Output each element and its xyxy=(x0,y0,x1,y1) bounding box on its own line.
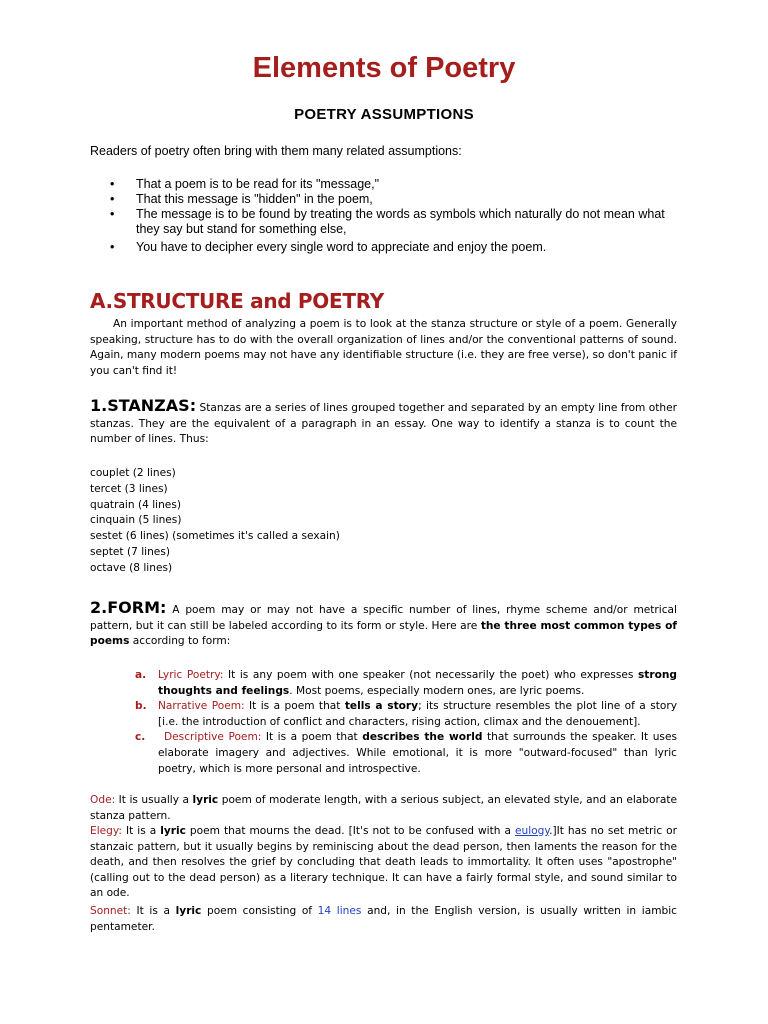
elegy-text: poem that mourns the dead. [It's not to be confused with a xyxy=(185,825,515,837)
intro-text: Readers of poetry often bring with them many related assumptions: xyxy=(90,144,462,158)
form-heading: 2.FORM: xyxy=(90,598,167,617)
form-types-list xyxy=(135,668,677,777)
sonnet-label: Sonnet: xyxy=(90,905,131,917)
form-type-bold: describes the world xyxy=(362,731,483,744)
eulogy-link[interactable]: eulogy xyxy=(514,825,550,837)
ode-text: It is usually a xyxy=(115,794,193,806)
form-type-text: It is any poem with one speaker (not necessarily the poet) who expresses xyxy=(223,669,638,681)
ode-paragraph xyxy=(90,793,677,824)
list-item xyxy=(135,668,677,699)
list-item xyxy=(135,699,677,730)
form-type-text: It is a poem that xyxy=(244,700,345,713)
assumptions-list xyxy=(110,177,690,255)
structure-heading: A.STRUCTURE and POETRY xyxy=(90,289,384,313)
form-type-bold: strong thoughts and feelings xyxy=(158,669,677,697)
sonnet-text: poem consisting of xyxy=(201,905,318,917)
form-type-text: ; its structure resembles the plot line of a story [i.e. the introduction of conflict and characters, rising action, climax and the denouement]. xyxy=(158,700,677,728)
form-text: A poem may or may not have a specific number of lines, rhyme scheme and/or metrical pattern, but it can still be labeled according to its form or style. Here are xyxy=(90,604,677,632)
list-item: quatrain (4 lines) xyxy=(90,498,181,511)
form-type-bold: tells a story xyxy=(344,700,419,713)
list-item: • That this message is "hidden" in the poem, xyxy=(110,192,690,207)
list-item: • The message is to be found by treating the words as symbols which naturally do not mean what they say but stand for something else, xyxy=(110,207,690,237)
elegy-paragraph xyxy=(90,824,677,902)
elegy-text: It is a xyxy=(121,825,161,837)
sonnet-text: and, in the English version, is usually written in iambic pentameter. xyxy=(90,905,678,933)
list-item: • That a poem is to be read for its "message," xyxy=(110,177,690,192)
stanzas-paragraph xyxy=(90,398,677,448)
list-item: sestet (6 lines) (sometimes it's called a sexain) xyxy=(90,530,340,543)
form-text: according to form: xyxy=(129,635,231,648)
form-type-name: Descriptive Poem: xyxy=(164,731,262,744)
form-type-name: Lyric Poetry: xyxy=(158,669,224,681)
sonnet-bold: lyric xyxy=(175,905,202,917)
list-item: • You have to decipher every single word to appreciate and enjoy the poem. xyxy=(110,240,690,255)
ode-text: poem of moderate length, with a serious subject, an elevated style, and an elaborate stanza pattern. xyxy=(90,794,677,822)
list-item: cinquain (5 lines) xyxy=(90,514,182,527)
page-subtitle: POETRY ASSUMPTIONS xyxy=(294,106,474,123)
elegy-text: .]It has no set metric or stanzaic pattern, but it usually begins by reminiscing about the dead person, then laments the reason for the death, and then resolves the grief by concluding that death leads to immortality. It often uses "apostrophe" (calling out to the dead person) as a literary technique. It can have a fairly formal style, and sound similar to an ode. xyxy=(90,825,677,900)
elegy-bold: lyric xyxy=(160,825,186,837)
structure-paragraph: An important method of analyzing a poem is to look at the stanza structure or style of a poem. Generally speaking, structure has to do with the overall organization of lines and/or the conventional patterns of sound. Again, many modern poems may not have any identifiable structure (i.e. they are free verse), so don't panic if you can't find it! xyxy=(90,318,677,377)
list-marker: c. xyxy=(135,731,146,744)
ode-bold: lyric xyxy=(192,794,219,806)
form-type-text: that surrounds the speaker. It uses elaborate imagery and adjectives. While emotional, it is more "outward-focused" than lyric poetry, which is more personal and introspective. xyxy=(158,731,677,775)
list-item: couplet (2 lines) xyxy=(90,467,176,479)
list-item: octave (8 lines) xyxy=(90,561,173,574)
elegy-label: Elegy: xyxy=(90,825,122,837)
form-text-bold: the three most common types of poems xyxy=(90,619,677,648)
ode-label: Ode: xyxy=(90,794,116,806)
stanza-types-list xyxy=(90,466,340,577)
form-type-text: . Most poems, especially modern ones, are lyric poems. xyxy=(289,684,585,697)
form-paragraph xyxy=(90,600,677,650)
sonnet-highlight: 14 lines xyxy=(317,905,362,917)
stanzas-heading: 1.STANZAS: xyxy=(90,396,197,415)
list-item: septet (7 lines) xyxy=(90,545,170,558)
list-item xyxy=(135,730,677,777)
sonnet-text: It is a xyxy=(130,905,176,917)
list-marker: b. xyxy=(135,700,147,713)
stanzas-text: Stanzas are a series of lines grouped together and separated by an empty line from other stanzas. They are the equivalent of a paragraph in an essay. One way to identify a stanza is to count the number of lines. Thus: xyxy=(90,402,677,446)
page-title: Elements of Poetry xyxy=(252,52,516,84)
form-type-name: Narrative Poem: xyxy=(158,700,245,713)
sonnet-paragraph xyxy=(90,904,677,935)
form-type-text: It is a poem that xyxy=(261,731,363,744)
list-marker: a. xyxy=(135,669,147,681)
list-item: tercet (3 lines) xyxy=(90,482,168,495)
